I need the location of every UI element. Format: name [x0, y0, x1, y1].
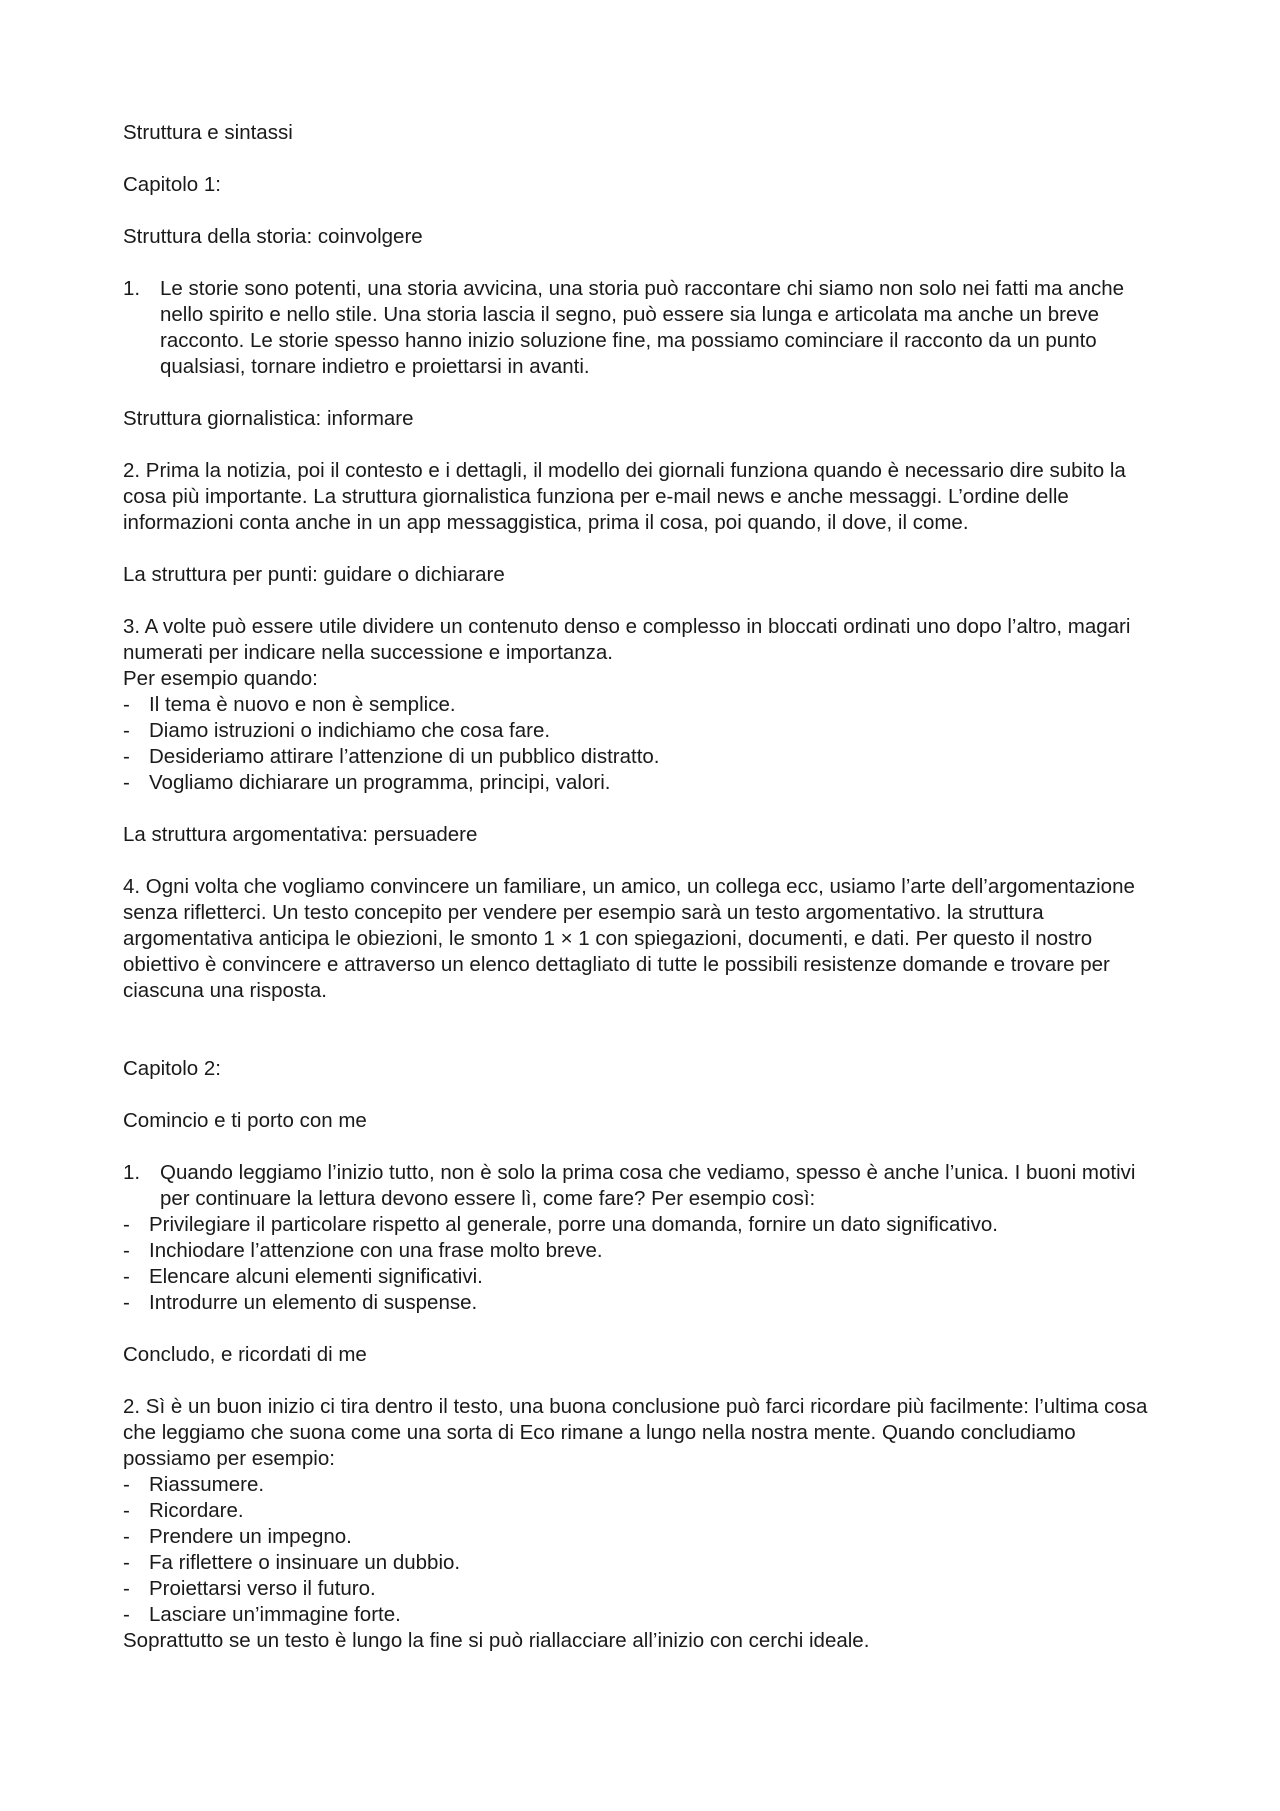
- section-story-heading: Struttura della storia: coinvolgere: [123, 225, 423, 248]
- dash-marker: -: [123, 771, 130, 794]
- dash-marker: -: [123, 1291, 130, 1314]
- list-item: - Introdurre un elemento di suspense.: [123, 1291, 478, 1314]
- list-number: 1.: [123, 1161, 141, 1184]
- list-item: - Elencare alcuni elementi significativi.: [123, 1265, 483, 1288]
- document-page: [123, 120, 1163, 1654]
- section-closing-paragraph: 2. Sì è un buon inizio ci tira dentro il testo, una buona conclusione può farci ricordare più facilmente: l’ultima cosa che leggiamo che suona come una sorta di Eco rimane a lungo nella nostra mente. Quando concludiamo possiamo per esempio:: [123, 1395, 1148, 1470]
- dash-marker: -: [123, 1499, 130, 1522]
- list-item: - Ricordare.: [123, 1499, 244, 1522]
- list-item: - Diamo istruzioni o indichiamo che cosa fare.: [123, 719, 551, 742]
- dash-marker: -: [123, 1213, 130, 1236]
- list-item: - Il tema è nuovo e non è semplice.: [123, 693, 456, 716]
- section-points-intro: Per esempio quando:: [123, 667, 318, 690]
- chapter-1-heading: Capitolo 1:: [123, 173, 222, 196]
- dash-marker: -: [123, 745, 130, 768]
- section-argumentative-paragraph: 4. Ogni volta che vogliamo convincere un familiare, un amico, un collega ecc, usiamo l’arte dell’argomentazione senza rifletterci. Un testo concepito per vendere per esempio sarà un testo argomentativo. la struttura argomentativa anticipa le obiezioni, le smonto 1 × 1 con spiegazioni, documenti, e dati. Per questo il nostro obiettivo è convincere e attraverso un elenco dettagliato di tutte le possibili resistenze domande e trovare per ciascuna una risposta.: [123, 875, 1135, 1002]
- list-item: - Desideriamo attirare l’attenzione di un pubblico distratto.: [123, 745, 660, 768]
- bullet-list: [123, 1472, 1163, 1628]
- section-argumentative-heading: La struttura argomentativa: persuadere: [123, 823, 478, 846]
- section-journalistic-heading: Struttura giornalistica: informare: [123, 407, 414, 430]
- list-item: - Vogliamo dichiarare un programma, principi, valori.: [123, 771, 611, 794]
- list-item: - Inchiodare l’attenzione con una frase molto breve.: [123, 1239, 603, 1262]
- list-item: - Lasciare un’immagine forte.: [123, 1603, 401, 1626]
- dash-marker: -: [123, 719, 130, 742]
- section-opening-paragraph: [123, 1160, 1163, 1212]
- document-title: Struttura e sintassi: [123, 121, 293, 144]
- list-item: - Privilegiare il particolare rispetto al generale, porre una domanda, fornire un dato significativo.: [123, 1213, 998, 1236]
- list-item: - Prendere un impegno.: [123, 1525, 352, 1548]
- section-closing-heading: Concludo, e ricordati di me: [123, 1343, 367, 1366]
- section-points-heading: La struttura per punti: guidare o dichiarare: [123, 563, 505, 586]
- list-item: - Proiettarsi verso il futuro.: [123, 1577, 376, 1600]
- list-item: - Riassumere.: [123, 1473, 265, 1496]
- section-points-paragraph: 3. A volte può essere utile dividere un contenuto denso e complesso in bloccati ordinati uno dopo l’altro, magari numerati per indicare nella successione e importanza.: [123, 615, 1131, 664]
- section-story-paragraph: [123, 276, 1163, 380]
- dash-marker: -: [123, 1473, 130, 1496]
- dash-marker: -: [123, 1239, 130, 1262]
- section-opening-heading: Comincio e ti porto con me: [123, 1109, 367, 1132]
- chapter-2-heading: Capitolo 2:: [123, 1057, 222, 1080]
- list-item: - Fa riflettere o insinuare un dubbio.: [123, 1551, 461, 1574]
- section-closing-final-sentence: Soprattutto se un testo è lungo la fine si può riallacciare all’inizio con cerchi ideale.: [123, 1629, 870, 1652]
- bullet-list: [123, 692, 1163, 796]
- paragraph-text: Quando leggiamo l’inizio tutto, non è solo la prima cosa che vediamo, spesso è anche l’unica. I buoni motivi per continuare la lettura devono essere lì, come fare? Per esempio così:: [160, 1161, 1136, 1210]
- section-journalistic-paragraph: 2. Prima la notizia, poi il contesto e i dettagli, il modello dei giornali funziona quando è necessario dire subito la cosa più importante. La struttura giornalistica funziona per e-mail news e anche messaggi. L’ordine delle informazioni conta anche in un app messaggistica, prima il cosa, poi quando, il dove, il come.: [123, 459, 1126, 534]
- dash-marker: -: [123, 693, 130, 716]
- paragraph-text: Le storie sono potenti, una storia avvicina, una storia può raccontare chi siamo non solo nei fatti ma anche nello spirito e nello stile. Una storia lascia il segno, può essere sia lunga e articolata ma anche un breve racconto. Le storie spesso hanno inizio soluzione fine, ma possiamo cominciare il racconto da un punto qualsiasi, tornare indietro e proiettarsi in avanti.: [160, 277, 1125, 378]
- dash-marker: -: [123, 1551, 130, 1574]
- dash-marker: -: [123, 1265, 130, 1288]
- list-number: 1.: [123, 277, 141, 300]
- dash-marker: -: [123, 1525, 130, 1548]
- bullet-list: [123, 1212, 1163, 1316]
- dash-marker: -: [123, 1603, 130, 1626]
- dash-marker: -: [123, 1577, 130, 1600]
